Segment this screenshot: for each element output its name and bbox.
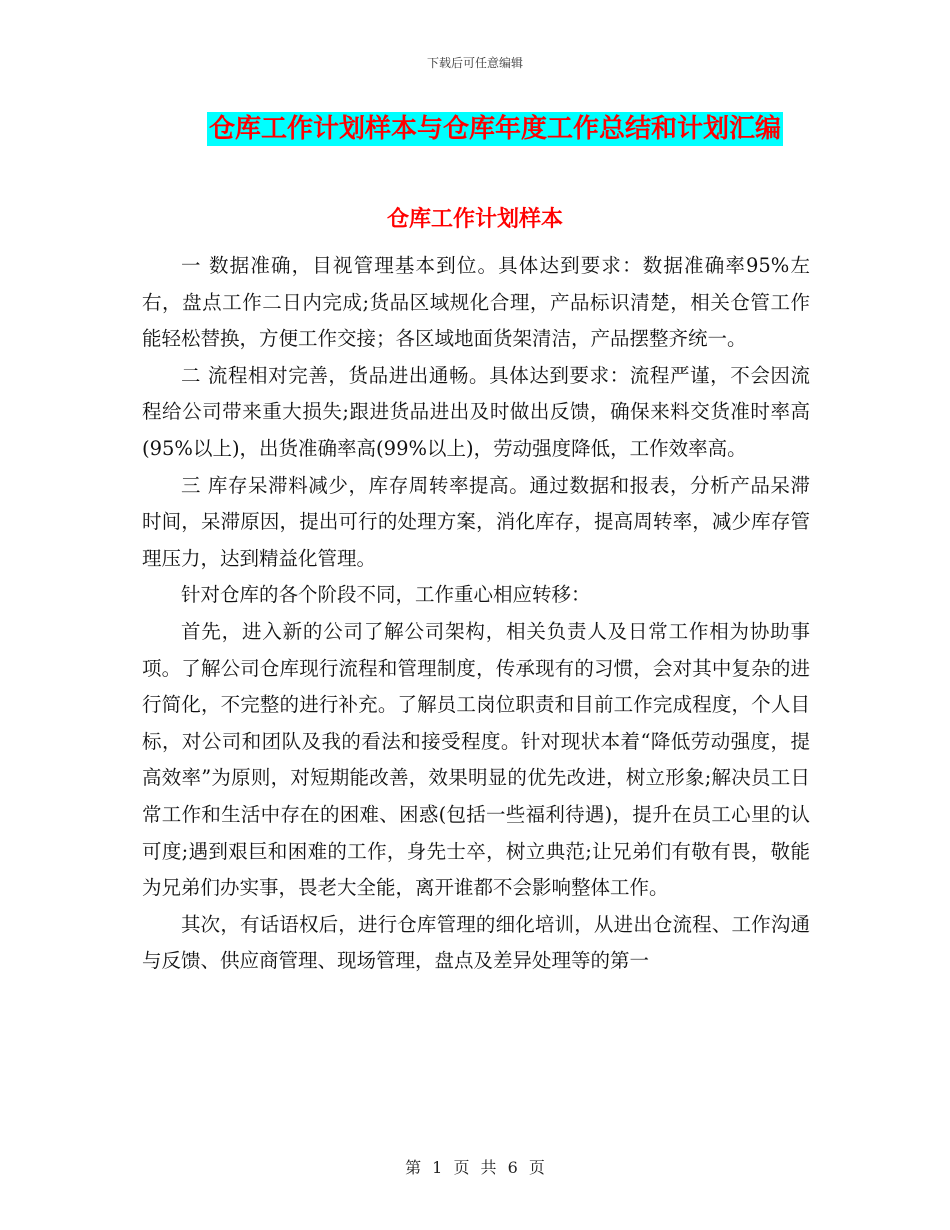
paragraph-4: 针对仓库的各个阶段不同，工作重心相应转移： [181, 583, 591, 607]
section-title: 仓库工作计划样本 [386, 207, 563, 232]
paragraph-6: 其次，有话语权后，进行仓库管理的细化培训，从进出仓流程、工作沟通与反馈、供应商管理、现场管理，盘点及差异处理等的第一 [142, 912, 810, 973]
paragraph-3: 三 库存呆滞料减少，库存周转率提高。通过数据和报表，分析产品呆滞时间，呆滞原因，提出可行的处理方案，消化库存，提高周转率，减少库存管理压力，达到精益化管理。 [142, 473, 810, 570]
paragraph-1: 一 数据准确，目视管理基本到位。具体达到要求：数据准确率95%左右，盘点工作二日内完成;货品区域规化合理，产品标识清楚，相关仓管工作能轻松替换，方便工作交接；各区域地面货架清洁，产品摆整齐统一。 [142, 254, 810, 351]
paragraph-5: 首先，进入新的公司了解公司架构，相关负责人及日常工作相为协助事项。了解公司仓库现行流程和管理制度，传承现有的习惯，会对其中复杂的进行简化，不完整的进行补充。了解员工岗位职责和目前工作完成程度，个人目标，对公司和团队及我的看法和接受程度。针对现状本着“降低劳动强度，提高效率”为原则，对短期能改善，效果明显的优先改进，树立形象;解决员工日常工作和生活中存在的困难、困惑(包括一些福利待遇)，提升在员工心里的认可度;遇到艰巨和困难的工作，身先士卒，树立典范;让兄弟们有敬有畏，敬能为兄弟们办实事，畏老大全能，离开谁都不会影响整体工作。 [142, 619, 810, 900]
page-footer: 第 1 页 共 6 页 [405, 1158, 545, 1177]
paragraph-2: 二 流程相对完善，货品进出通畅。具体达到要求：流程严谨，不会因流程给公司带来重大损失;跟进货品进出及时做出反馈，确保来料交货准时率高(95%以上)，出货准确率高(99%以上)，劳动强度降低，工作效率高。 [142, 363, 810, 460]
document-title-wrap [0, 112, 950, 146]
document-title: 仓库工作计划样本与仓库年度工作总结和计划汇编 [208, 114, 781, 144]
header-note: 下载后可任意编辑 [426, 56, 523, 70]
document-body [142, 248, 810, 980]
